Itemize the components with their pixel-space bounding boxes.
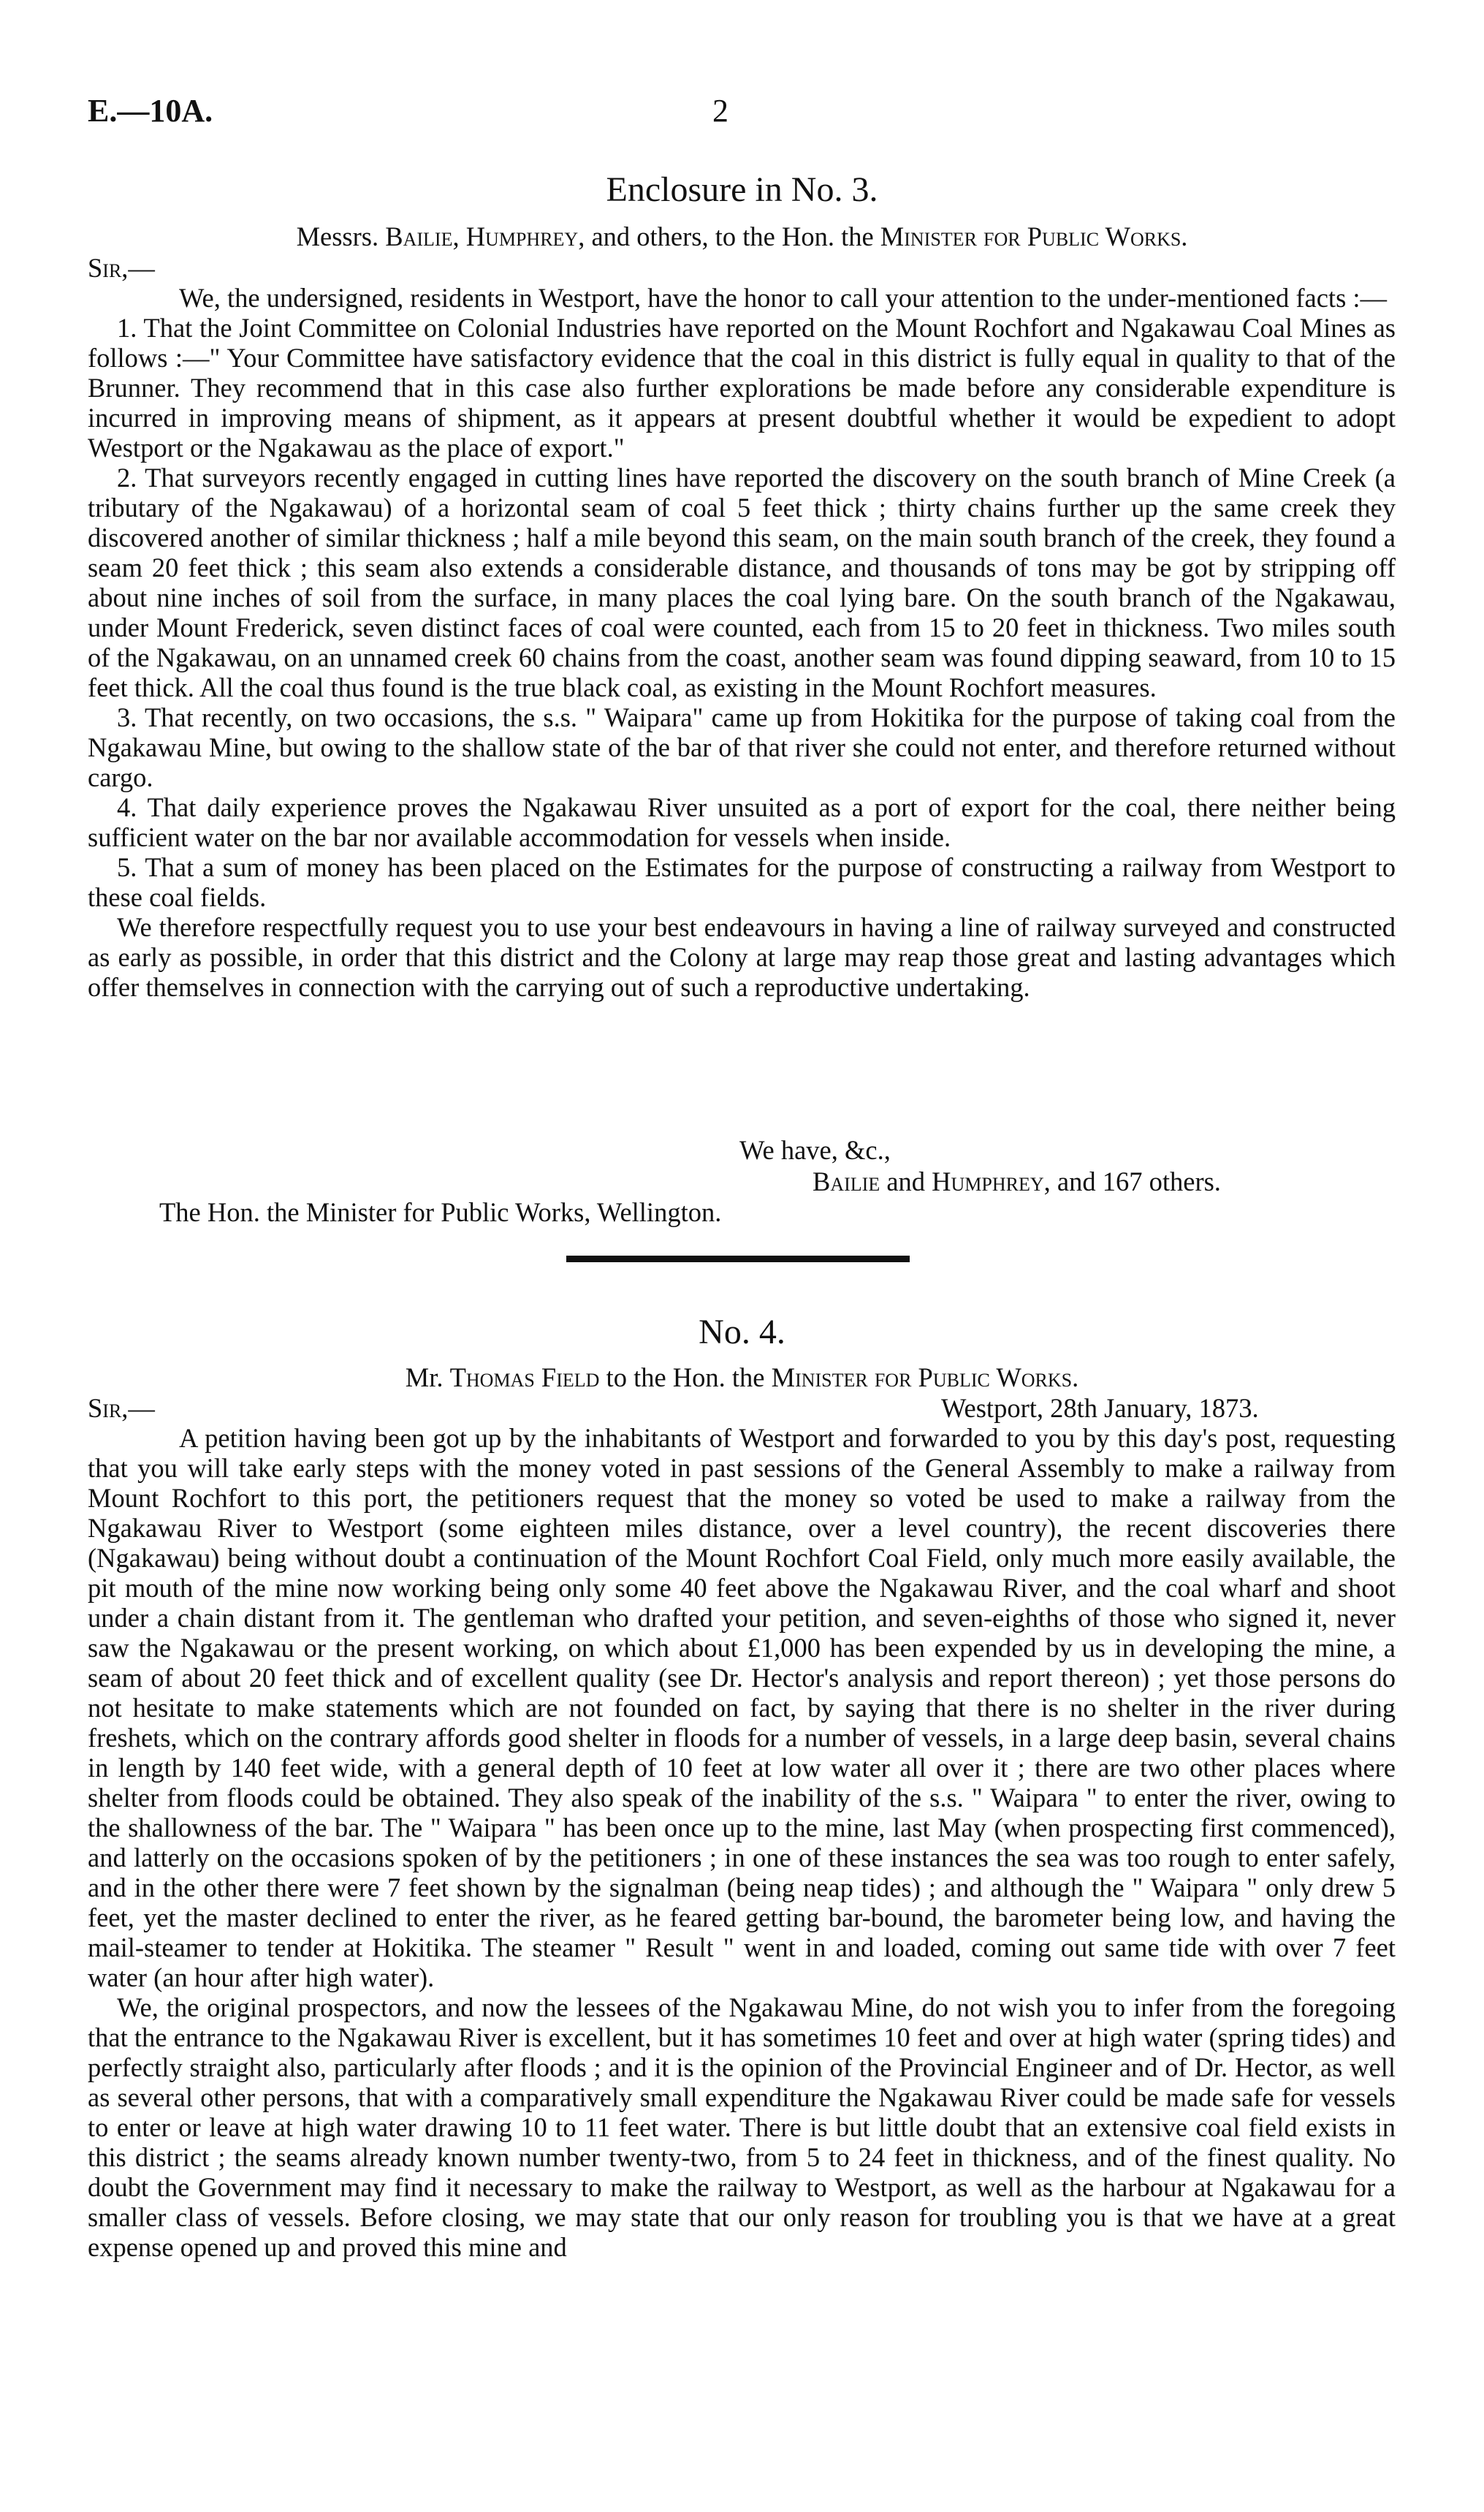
- no4-paragraph: A petition having been got up by the inhabitants of Westport and forwarded to you by this day's post, requesting that you will take early steps with the money voted in past sessions of the General Assembly to make a railway from Mount Rochfort to this port, the petitioners request that the money so voted be used to make a railway from the Ngakawau River to Westport (some eighteen miles distance, over a level country), the recent discoveries there (Ngakawau) being without doubt a continuation of the Mount Rochfort Coal Field, only much more easily available, the pit mouth of the mine now working being only some 40 feet above the Ngakawau River, and the coal wharf and shoot under a chain distant from it. The gentleman who drafted your petition, and seven-eighths of those who signed it, never saw the Ngakawau or the present working, on which about £1,000 has been expended by us in developing the mine, a seam of about 20 feet thick and of excellent quality (see Dr. Hector's analysis and report thereon) ; yet those persons do not hesitate to make statements which are not founded on fact, by saying that there is no shelter in the river during freshets, which on the contrary affords good shelter in floods for a number of vessels, in a large deep basin, several chains in length by 140 feet wide, with a general depth of 10 feet at low water all over it ; there are two other places where shelter from floods could be obtained. They also speak of the inability of the s.s. " Waipara " to enter the river, owing to the shallowness of the bar. The " Waipara " has been once up to the mine, last May (when prospecting first commenced), and latterly on the occasions spoken of by the petitioners ; in one of these instances the sea was too rough to enter safely, and in the other there were 7 feet shown by the signalman (being neap tides) ; and although the " Waipara " only drew 5 feet, yet the master declined to enter the river, as he feared getting bar-bound, the barometer being low, and having the mail-steamer to tender at Hokitika. The steamer " Result " went in and loaded, coming out same tide with over 7 feet water (an hour after high water).: [88, 1423, 1396, 1992]
- no4-salutation: Sir,—: [88, 1393, 155, 1423]
- from-mid: to the Hon. the: [606, 1362, 765, 1392]
- no4-dateline: Westport, 28th January, 1873.: [941, 1393, 1259, 1423]
- no4-from-line: [0, 1362, 1484, 1393]
- from-prefix: Messrs.: [296, 221, 379, 251]
- enclosure-from-line: [0, 221, 1484, 252]
- section-divider: [566, 1256, 910, 1262]
- enclosure-addressee: The Hon. the Minister for Public Works, Wellington.: [159, 1197, 722, 1227]
- enclosure-paragraph: 1. That the Joint Committee on Colonial Industries have reported on the Mount Rochfort and Ngakawau Coal Mines as follows :—" Your Committee have satisfactory evidence that the coal in this district is fully equal in quality to that of the Brunner. They recommend that in this case also further explorations be made before any considerable expenditure is incurred in improving means of shipment, as it appears at present doubtful whether it would be expedient to adopt Westport or the Ngakawau as the place of export.": [88, 313, 1396, 463]
- from-name: Thomas Field: [449, 1362, 600, 1392]
- from-names: Bailie, Humphrey,: [385, 221, 585, 251]
- enclosure-signature: [813, 1166, 1221, 1197]
- enclosure-body: [88, 283, 1396, 1002]
- from-title: Minister for Public Works.: [771, 1362, 1079, 1392]
- no4-body: [88, 1423, 1396, 2262]
- from-title: Minister for Public Works.: [880, 221, 1188, 251]
- signature-and: and: [886, 1166, 926, 1196]
- from-mid: and others, to the Hon. the: [591, 221, 874, 251]
- enclosure-closing: We have, &c.,: [739, 1135, 891, 1165]
- enclosure-paragraph: 2. That surveyors recently engaged in cutting lines have reported the discovery on the south branch of Mine Creek (a tributary of the Ngakawau) of a horizontal seam of coal 5 feet thick ; thirty chains further up the same creek they discovered another of similar thickness ; half a mile beyond this seam, on the main south branch of the creek, they found a seam 20 feet thick ; this seam also extends a considerable distance, and thousands of tons may be got by stripping off about nine inches of soil from the surface, in many places the coal lying bare. On the south branch of the Ngakawau, under Mount Frederick, seven distinct faces of coal were counted, each from 15 to 20 feet in thickness. Two miles south of the Ngakawau, on an unnamed creek 60 chains from the coast, another seam was found dipping seaward, from 10 to 15 feet thick. All the coal thus found is the true black coal, as existing in the Mount Rochfort measures.: [88, 463, 1396, 702]
- enclosure-paragraph: We therefore respectfully request you to use your best endeavours in having a line of railway surveyed and constructed as early as possible, in order that this district and the Colony at large may reap those great and lasting advantages which offer themselves in connection with the carrying out of such a reproductive undertaking.: [88, 912, 1396, 1002]
- enclosure-paragraph: We, the undersigned, residents in Westport, have the honor to call your attention to the under-mentioned facts :—: [179, 283, 1388, 313]
- signature-name-1: Bailie: [813, 1166, 880, 1196]
- enclosure-paragraph: 3. That recently, on two occasions, the s.s. " Waipara" came up from Hokitika for the purpose of taking coal from the Ngakawau Mine, but owing to the shallow state of the bar of that river she could not enter, and therefore returned without cargo.: [88, 702, 1396, 792]
- no4-heading: No. 4.: [699, 1313, 785, 1351]
- signature-name-2: Humphrey,: [932, 1166, 1051, 1196]
- enclosure-salutation: Sir,—: [88, 253, 155, 283]
- enclosure-heading: Enclosure in No. 3.: [606, 170, 878, 209]
- signature-rest: and 167 others.: [1057, 1166, 1221, 1196]
- enclosure-paragraph: 4. That daily experience proves the Ngakawau River unsuited as a port of export for the coal, there neither being sufficient water on the bar nor available accommodation for vessels when inside.: [88, 792, 1396, 852]
- enclosure-paragraph: 5. That a sum of money has been placed on the Estimates for the purpose of constructing a railway from Westport to these coal fields.: [88, 852, 1396, 912]
- document-reference: E.—10A.: [88, 93, 213, 129]
- from-prefix: Mr.: [405, 1362, 444, 1392]
- page-number: 2: [712, 93, 728, 129]
- no4-paragraph: We, the original prospectors, and now the lessees of the Ngakawau Mine, do not wish you to infer from the foregoing that the entrance to the Ngakawau River is excellent, but it has sometimes 10 feet and over at high water (spring tides) and perfectly straight also, particularly after floods ; and it is the opinion of the Provincial Engineer and of Dr. Hector, as well as several other persons, that with a comparatively small expenditure the Ngakawau River could be made safe for vessels to enter or leave at high water drawing 10 to 11 feet water. There is but little doubt that an extensive coal field exists in this district ; the seams already known number twenty-two, from 5 to 24 feet in thickness, and of the finest quality. No doubt the Government may find it necessary to make the railway to Westport, as well as the harbour at Ngakawau for a smaller class of vessels. Before closing, we may state that our only reason for troubling you is that we have at a great expense opened up and proved this mine and: [88, 1992, 1396, 2262]
